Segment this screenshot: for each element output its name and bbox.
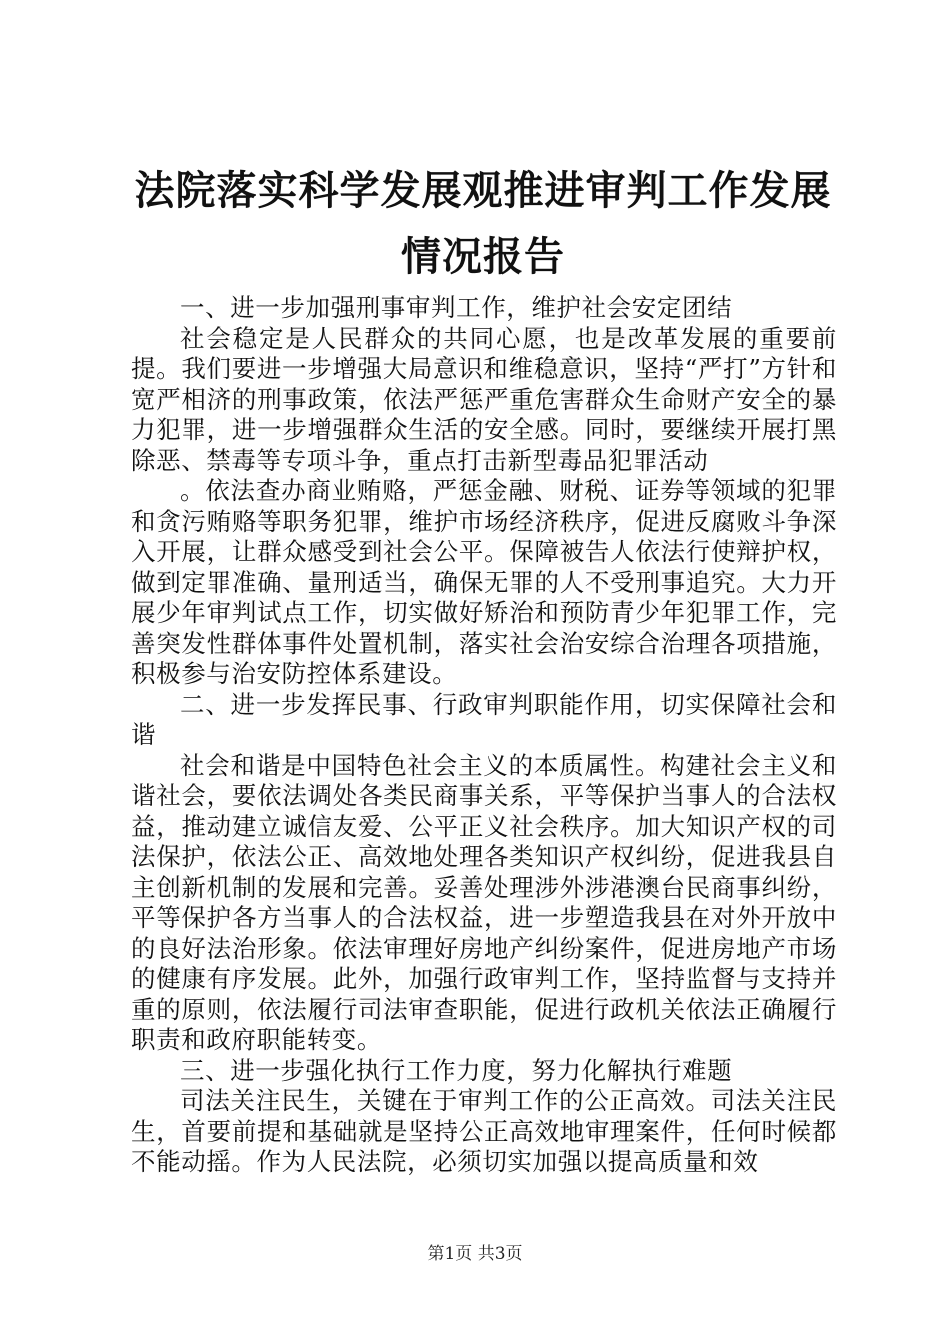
paragraph-2: 。依法查办商业贿赂，严惩金融、财税、证券等领域的犯罪和贪污贿赂等职务犯罪，维护市场经济秩序，促进反腐败斗争深入开展，让群众感受到社会公平。保障被告人依法行使辩护权，做到定罪准确、量刑适当，确保无罪的人不受刑事追究。大力开展少年审判试点工作，切实做好矫治和预防青少年犯罪工作，完善突发性群体事件处置机制，落实社会治安综合治理各项措施，积极参与治安防控体系建设。 — [131, 476, 837, 688]
paragraph-4: 司法关注民生，关键在于审判工作的公正高效。司法关注民生，首要前提和基础就是坚持公正高效地审理案件，任何时候都不能动摇。作为人民法院，必须切实加强以提高质量和效 — [131, 1086, 837, 1176]
document-body — [131, 293, 837, 1178]
document-title: 法院落实科学发展观推进审判工作发展情况报告 — [134, 167, 832, 280]
section-heading-1: 一、进一步加强刑事审判工作，维护社会安定团结 — [180, 293, 733, 322]
paragraph-1: 社会稳定是人民群众的共同心愿，也是改革发展的重要前提。我们要进一步增强大局意识和维稳意识，坚持“严打”方针和宽严相济的刑事政策，依法严惩严重危害群众生命财产安全的暴力犯罪，进一步增强群众生活的安全感。同时，要继续开展打黑除恶、禁毒等专项斗争，重点打击新型毒品犯罪活动 — [131, 323, 837, 475]
section-heading-3: 三、进一步强化执行工作力度，努力化解执行难题 — [180, 1055, 733, 1085]
page-footer: 第1页 共3页 — [427, 1244, 523, 1264]
section-heading-2: 二、进一步发挥民事、行政审判职能作用，切实保障社会和谐 — [131, 689, 837, 749]
paragraph-3: 社会和谐是中国特色社会主义的本质属性。构建社会主义和谐社会，要依法调处各类民商事关系，平等保护当事人的合法权益，推动建立诚信友爱、公平正义社会秩序。加大知识产权的司法保护，依法公正、高效地处理各类知识产权纠纷，促进我县自主创新机制的发展和完善。妥善处理涉外涉港澳台民商事纠纷，平等保护各方当事人的合法权益，进一步塑造我县在对外开放中的良好法治形象。依法审理好房地产纠纷案件，促进房地产市场的健康有序发展。此外，加强行政审判工作，坚持监督与支持并重的原则，依法履行司法审查职能，促进行政机关依法正确履行职责和政府职能转变。 — [131, 750, 837, 1054]
